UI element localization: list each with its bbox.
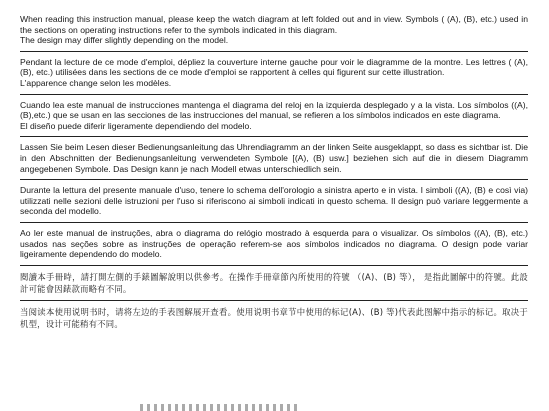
instruction-text-page xyxy=(20,10,528,334)
section-divider xyxy=(20,222,528,223)
cropped-next-line-strip xyxy=(140,404,300,411)
section-portuguese xyxy=(20,224,528,264)
paragraph-traditional-chinese-1: 閱讀本手冊時，請打開左側的手錶圖解說明以供參考。在操作手冊章節內所使用的符號 （(A)、(B) 等）， 是指此圖解中的符號。此設計可能會因錶款而略有不同。 xyxy=(20,271,528,294)
section-spanish xyxy=(20,96,528,136)
section-divider xyxy=(20,136,528,137)
paragraph-simplified-chinese-1: 当阅读本使用说明书时，请将左边的手表图解展开查看。使用说明书章节中使用的标记(A)、(B) 等)代表此图解中指示的标记。取决于机型，设计可能稍有不同。 xyxy=(20,306,528,329)
paragraph-italian-1: Durante la lettura del presente manuale d'uso, tenere lo schema dell'orologio a sinistra aperto e in vista. I simboli ((A), (B) e così via) utilizzati nelle sezioni delle istruzioni per l'uso si riferiscono ai simboli indicati in questo schema. Il design può variare leggermente a seconda del modello. xyxy=(20,185,528,217)
paragraph-spanish-1: Cuando lea este manual de instrucciones mantenga el diagrama del reloj en la izquierda desplegado y a la vista. Los símbolos ((A),(B),etc.) que se usan en las secciones de las instrucciones del manual, se refieren a los símbolos indicados en este diagrama. xyxy=(20,99,528,121)
section-german xyxy=(20,138,528,178)
paragraph-french-1: Pendant la lecture de ce mode d'emploi, dépliez la couverture interne gauche pour voir le diagramme de la montre. Les lettres ( (A), (B), etc.) utilisées dans les sections de ce mode d'emploi se rapportent à celles qui figurent sur cette illustration. xyxy=(20,56,528,78)
paragraph-english-2: The design may differ slightly depending on the model. xyxy=(20,35,229,46)
paragraph-german-1: Lassen Sie beim Lesen dieser Bedienungsanleitung das Uhrendiagramm an der linken Seite ausgeklappt, so dass es sichtbar ist. Die in den Abschnitten der Bedienungsanleitung verwendeten Symbole [(A), (B) usw.] beziehen sich auf die in diesem Diagramm angegebenen Symbole. Das Design kann je nach Modell etwas unterschiedlich sein. xyxy=(20,142,528,174)
section-simplified-chinese xyxy=(20,302,528,334)
section-divider xyxy=(20,300,528,301)
paragraph-portuguese-1: Ao ler este manual de instruções, abra o diagrama do relógio mostrado à esquerda para o visualizar. Os símbolos ((A), (B), etc.) usados nas seções sobre as instruções de operação referem-se aos símbolos indicados no diagrama. O design pode variar ligeiramente dependendo do modelo. xyxy=(20,227,528,260)
section-french xyxy=(20,53,528,93)
section-divider xyxy=(20,51,528,52)
section-divider xyxy=(20,179,528,180)
section-divider xyxy=(20,265,528,266)
section-divider xyxy=(20,94,528,95)
section-english xyxy=(20,10,528,50)
section-traditional-chinese xyxy=(20,267,528,299)
paragraph-french-2: L'apparence change selon les modèles. xyxy=(20,77,172,88)
paragraph-spanish-2: El diseño puede diferir ligeramente dependiendo del modelo. xyxy=(20,120,252,131)
section-italian xyxy=(20,181,528,221)
paragraph-english-1: When reading this instruction manual, please keep the watch diagram at left folded out and in view. Symbols ( (A), (B), etc.) used in the sections on operating instructions refer to the symbols indicated in this diagram. xyxy=(20,14,528,35)
